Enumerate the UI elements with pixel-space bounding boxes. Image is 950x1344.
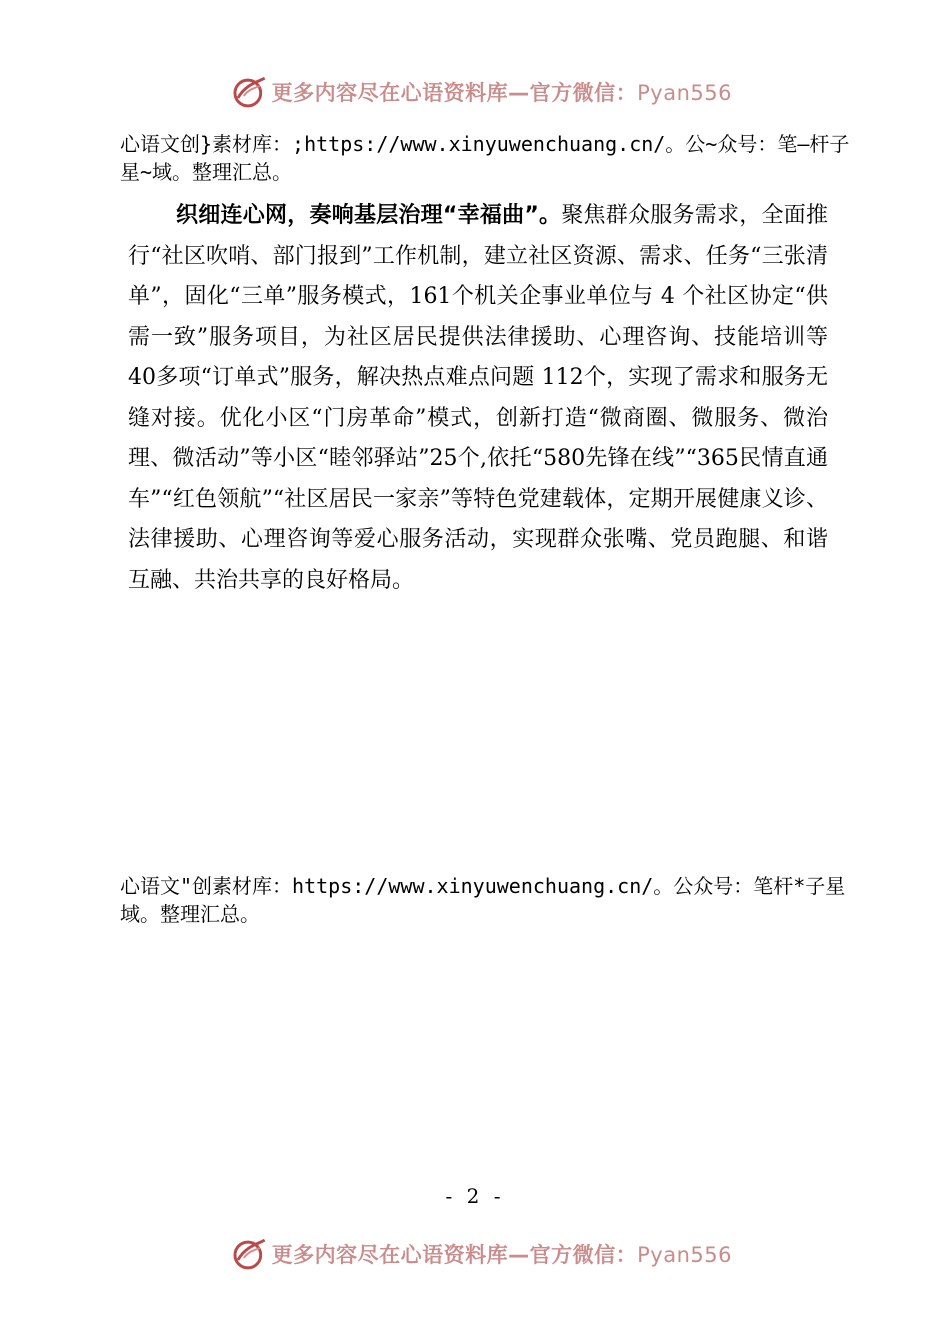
watermark-logo-icon <box>232 1236 268 1272</box>
paragraph-body: 聚焦群众服务需求，全面推行“社区吹哨、部门报到”工作机制，建立社区资源、需求、任务“三张清单”，固化“三单”服务模式，161个机关企事业单位与 4 个社区协定“供需一致”服务项目，为社区居民提供法律援助、心理咨询、技能培训等 40多项“订单式”服务，解决热点难点问题 112个，实现了需求和服务无缝对接。优化小区“门房革命”模式，创新打造“微商圈、微服务、微治理、微活动”等小区“睦邻驿站”25个,依托“580先锋在线”“365民情直通车”“红色领航”“社区居民一家亲”等特色党建载体，定期开展健康义诊、法律援助、心理咨询等爱心服务活动，实现群众张嘴、党员跑腿、和谐互融、共治共享的良好格局。 <box>128 203 828 593</box>
watermark-cn-text: 更多内容尽在心语资料库—官方微信： <box>271 81 638 105</box>
source-note-top: 心语文创}素材库：;https://www.xinyuwenchuang.cn/。公~众号：笔—杆子星~域。整理汇总。 <box>120 132 850 184</box>
watermark-wechat-id: Pyan556 <box>637 1243 732 1267</box>
paragraph-lead-heading: 织细连心网，奏响基层治理“幸福曲”。 <box>176 203 562 228</box>
footer-watermark <box>232 1234 732 1274</box>
watermark-wechat-id: Pyan556 <box>637 81 732 105</box>
watermark-logo-icon <box>232 74 268 110</box>
main-paragraph <box>128 196 828 601</box>
watermark-text <box>272 1239 732 1269</box>
header-watermark <box>232 72 732 112</box>
watermark-cn-text: 更多内容尽在心语资料库—官方微信： <box>271 1243 638 1267</box>
watermark-text <box>272 77 732 107</box>
page-number: - 2 - <box>445 1184 505 1208</box>
source-note-bottom: 心语文"创素材库：https://www.xinyuwenchuang.cn/。公众号：笔杆*子星域。整理汇总。 <box>120 874 846 926</box>
